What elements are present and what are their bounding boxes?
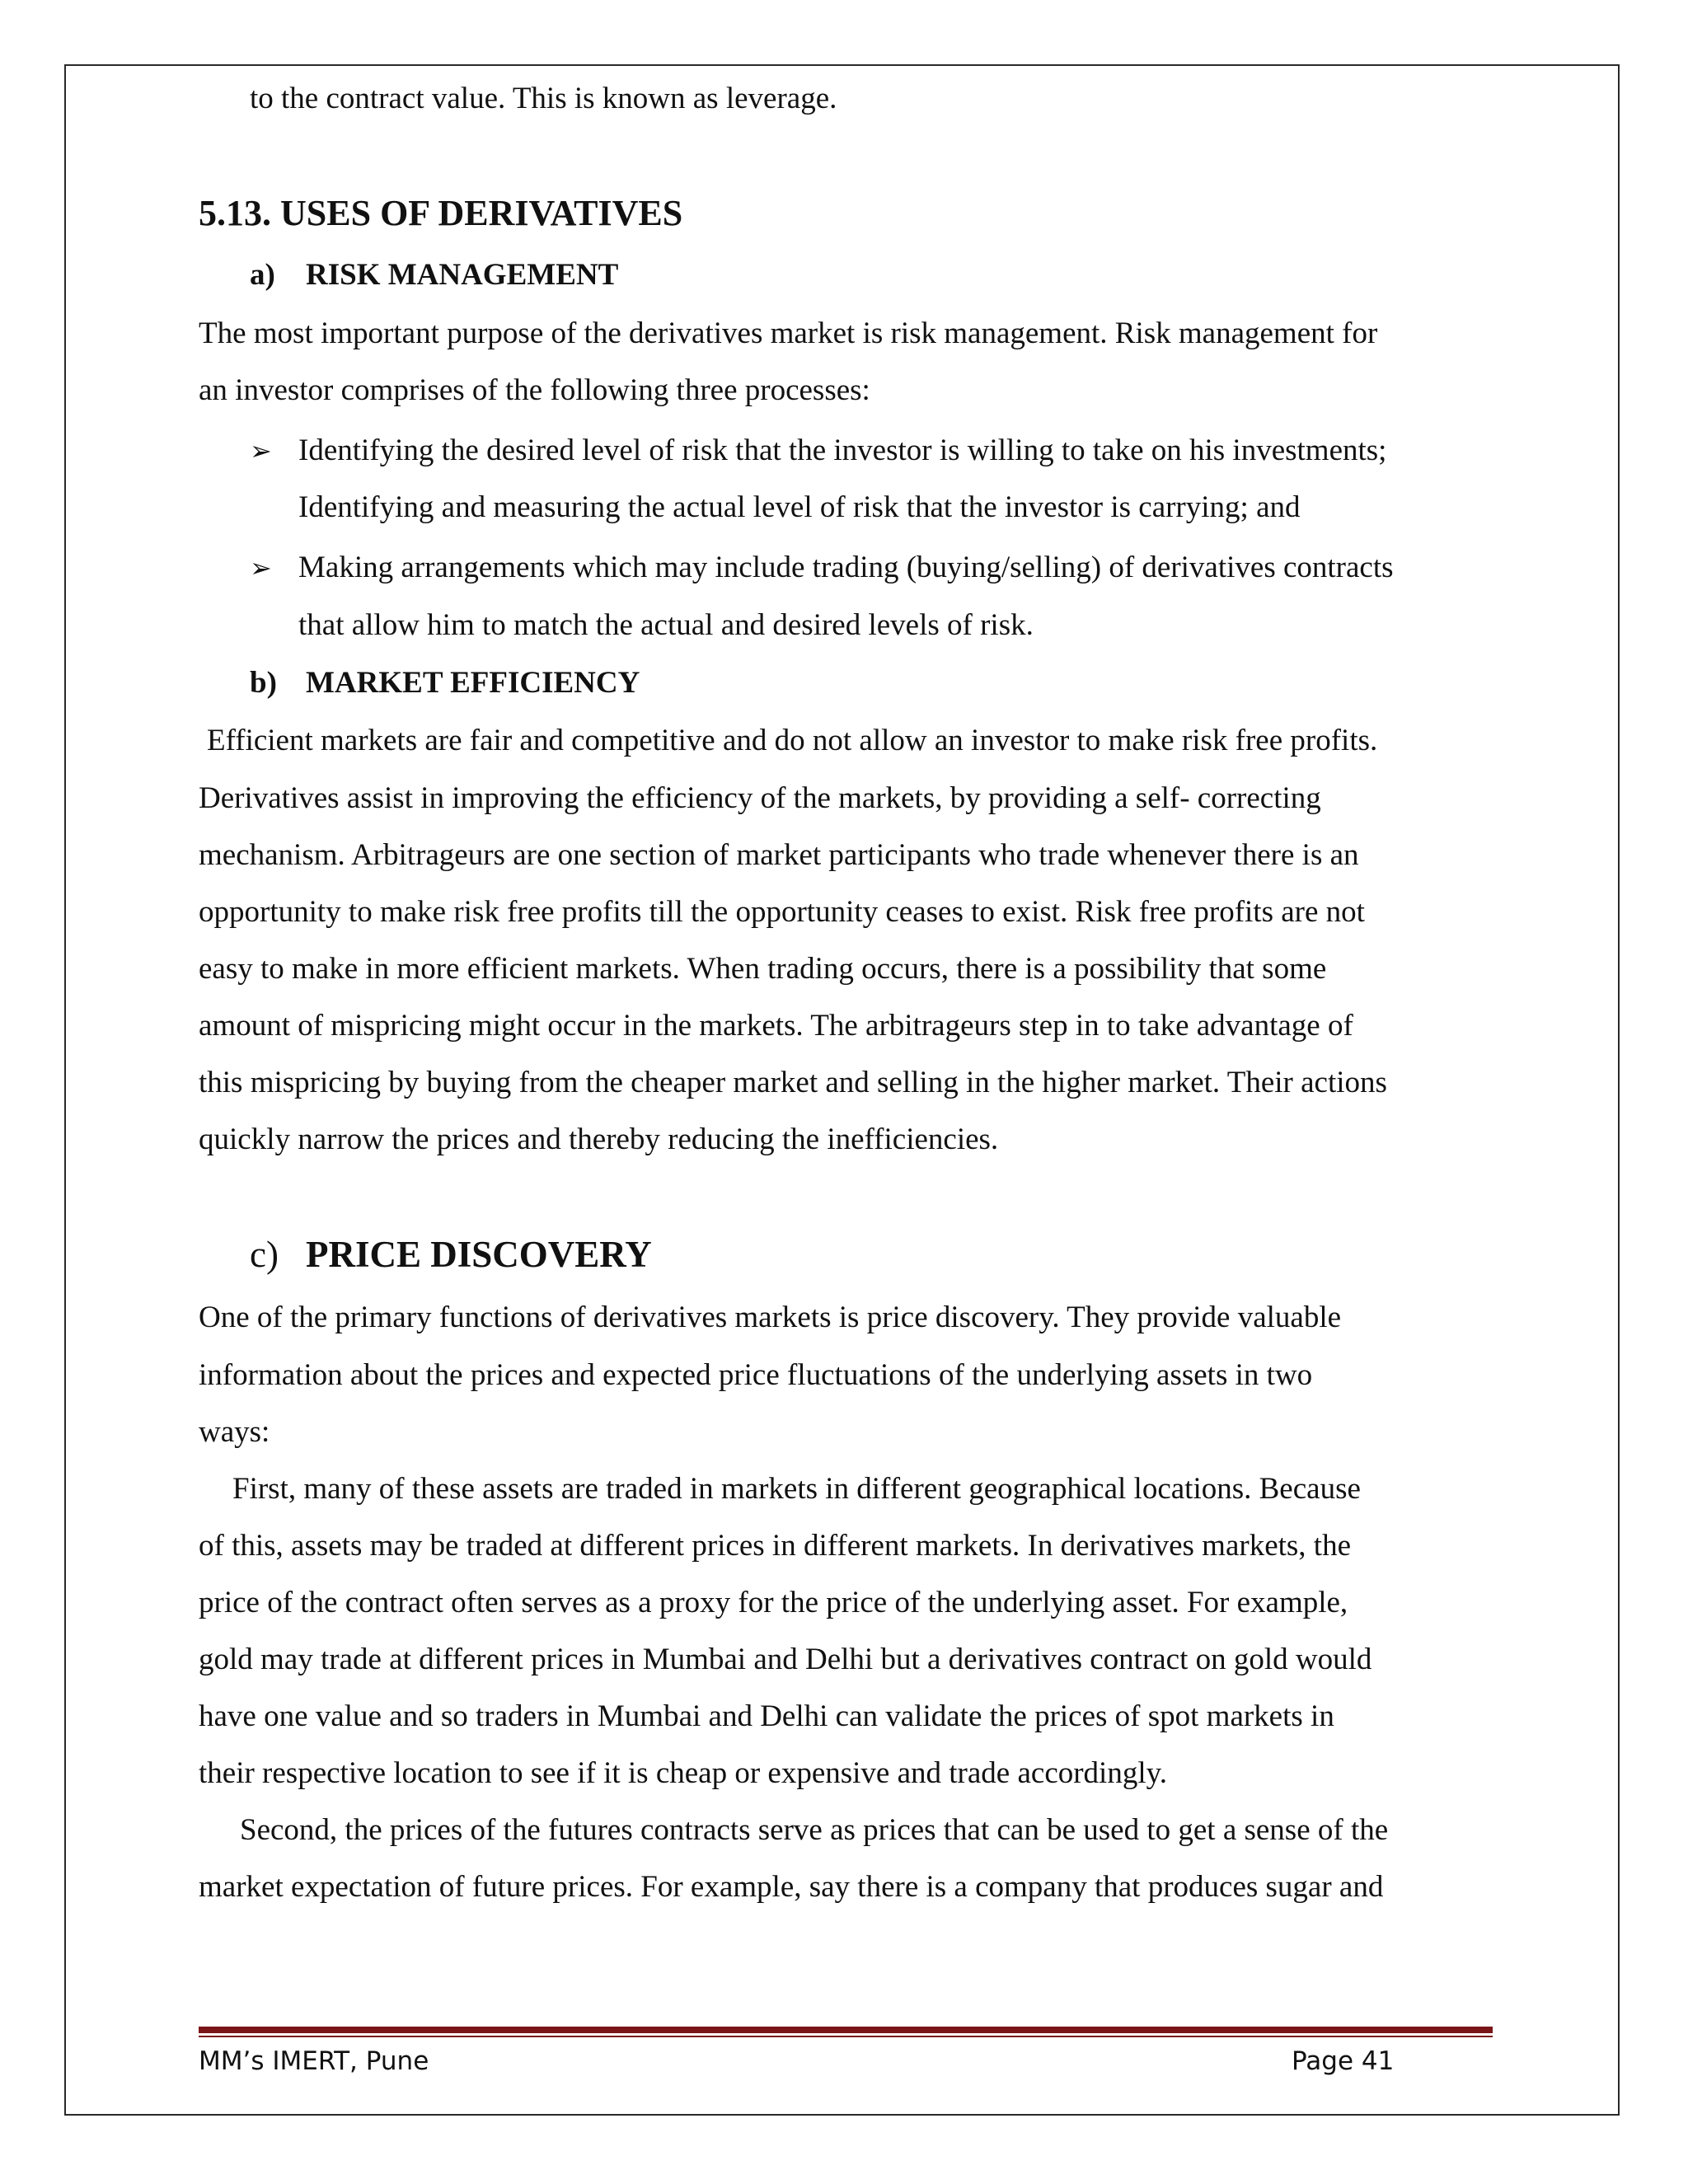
discovery-paragraph-line: of this, assets may be traded at different prices in different markets. In derivatives markets, the	[199, 1529, 1351, 1563]
heading-marker-b: b)	[250, 666, 277, 700]
page-number: Page 41	[1292, 2046, 1395, 2076]
efficiency-paragraph-line: amount of mispricing might occur in the markets. The arbitrageurs step in to take advantage of	[199, 1009, 1353, 1043]
discovery-paragraph-line: One of the primary functions of derivatives markets is price discovery. They provide valuable	[199, 1301, 1342, 1334]
discovery-paragraph-line: ways:	[199, 1415, 270, 1449]
efficiency-paragraph-line: Efficient markets are fair and competitive and do not allow an investor to make risk free profits.	[207, 724, 1378, 757]
footer-institution: MM’s IMERT, Pune	[199, 2046, 429, 2076]
discovery-paragraph-line: market expectation of future prices. For example, say there is a company that produces sugar and	[199, 1870, 1384, 1904]
discovery-paragraph-line: have one value and so traders in Mumbai and Delhi can validate the prices of spot markets in	[199, 1699, 1334, 1733]
efficiency-paragraph-line: quickly narrow the prices and thereby reducing the inefficiencies.	[199, 1122, 999, 1156]
heading-marker-c: c)	[250, 1234, 279, 1275]
arrow-bullet-icon: ➢	[250, 436, 272, 466]
price-discovery-title: PRICE DISCOVERY	[306, 1234, 652, 1275]
bullet-item-line: Identifying the desired level of risk that the investor is willing to take on his investments;	[298, 434, 1387, 467]
bullet-item-line: Making arrangements which may include trading (buying/selling) of derivatives contracts	[298, 551, 1394, 584]
efficiency-paragraph-line: this mispricing by buying from the cheaper market and selling in the higher market. Their actions	[199, 1066, 1387, 1099]
efficiency-paragraph-line: Derivatives assist in improving the efficiency of the markets, by providing a self- correcting	[199, 781, 1321, 815]
discovery-paragraph-line: gold may trade at different prices in Mumbai and Delhi but a derivatives contract on gold would	[199, 1643, 1372, 1676]
discovery-paragraph-line: price of the contract often serves as a proxy for the price of the underlying asset. For example,	[199, 1586, 1348, 1619]
risk-paragraph-line: The most important purpose of the derivatives market is risk management. Risk management for	[199, 316, 1378, 350]
risk-management-heading	[250, 260, 618, 290]
efficiency-paragraph-line: opportunity to make risk free profits till the opportunity ceases to exist. Risk free profits are not	[199, 895, 1365, 929]
market-efficiency-heading	[250, 668, 640, 698]
section-title: 5.13. USES OF DERIVATIVES	[199, 193, 683, 233]
risk-paragraph-line: an investor comprises of the following three processes:	[199, 373, 870, 407]
footer-rule-thin	[199, 2036, 1493, 2037]
bullet-item-line: that allow him to match the actual and desired levels of risk.	[298, 608, 1034, 642]
footer-rule	[199, 2027, 1493, 2033]
heading-marker-a: a)	[250, 258, 275, 292]
efficiency-paragraph-line: easy to make in more efficient markets. When trading occurs, there is a possibility that some	[199, 952, 1327, 986]
discovery-paragraph-line: information about the prices and expected price fluctuations of the underlying assets in two	[199, 1358, 1313, 1392]
arrow-bullet-icon: ➢	[250, 553, 272, 583]
discovery-paragraph-line: their respective location to see if it is cheap or expensive and trade accordingly.	[199, 1756, 1167, 1790]
discovery-paragraph-line: First, many of these assets are traded in markets in different geographical locations. Because	[232, 1472, 1361, 1506]
price-discovery-heading	[250, 1236, 652, 1273]
discovery-paragraph-line: Second, the prices of the futures contracts serve as prices that can be used to get a sense of the	[240, 1813, 1389, 1847]
market-efficiency-title: MARKET EFFICIENCY	[306, 666, 640, 700]
bullet-item-line: Identifying and measuring the actual level of risk that the investor is carrying; and	[298, 490, 1301, 524]
top-fragment-text: to the contract value. This is known as leverage.	[250, 82, 837, 115]
risk-management-title: RISK MANAGEMENT	[306, 258, 619, 292]
efficiency-paragraph-line: mechanism. Arbitrageurs are one section of market participants who trade whenever there is an	[199, 838, 1359, 872]
